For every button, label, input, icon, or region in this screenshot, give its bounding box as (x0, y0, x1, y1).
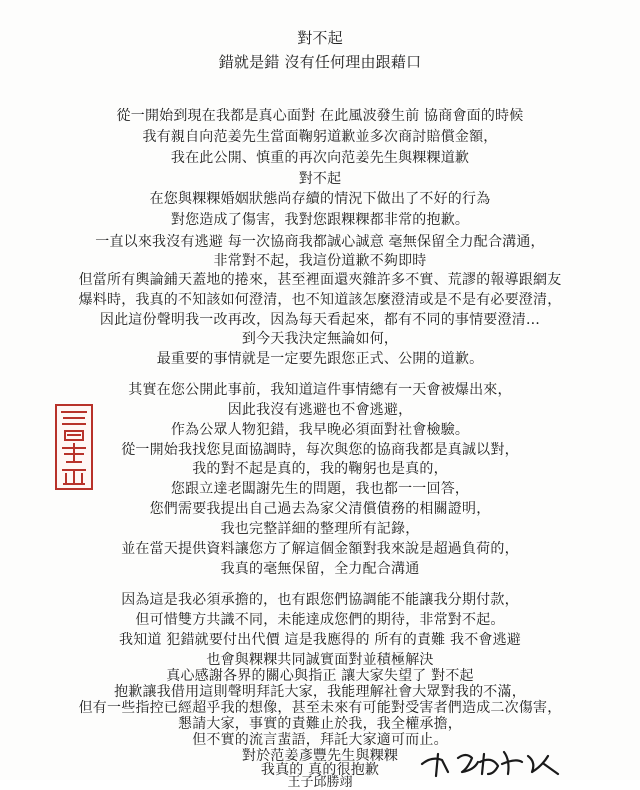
paragraph-3-line: 我的對不起是真的，我的鞠躬也是真的， (192, 461, 448, 477)
paragraph-2-line: 因此這份聲明我一改再改，因為每天看起來，都有不同的事情要澄清… (99, 312, 541, 328)
closing-line: 對於范姜彥豐先生與粿粿 (241, 748, 399, 764)
partial-bottom-line: 王子邱勝翊 (287, 775, 353, 790)
paragraph-3-line: 並在當天提供資料讓您方了解這個金額對我來說是超過負荷的， (121, 541, 519, 557)
closing-line: 我真的 真的很抱歉 (260, 762, 380, 778)
paragraph-2-line: 非常對不起，我這份道歉不夠即時 (213, 253, 427, 269)
paragraph-4-line: 也會與粿粿共同誠實面對並積極解決 (206, 652, 434, 668)
paragraph-3-line: 您跟立達老闆謝先生的問題，我也都一一回答， (170, 481, 470, 497)
paragraph-1-line: 對您造成了傷害，我對您跟粿粿都非常的抱歉。 (170, 212, 470, 228)
paragraph-3-line: 因此我沒有逃避也不會逃避， (227, 402, 413, 418)
paragraph-5-line: 懇請大家，事實的責難止於我，我全權承擔， (178, 716, 462, 732)
paragraph-2-line: 最重要的事情就是一定要先跟您正式、公開的道歉。 (156, 351, 484, 367)
paragraph-5-line: 抱歉讓我借用這則聲明拜託大家，我能理解社會大眾對我的不滿， (114, 684, 526, 700)
paragraph-4-line: 因為這是我必須承擔的，也有跟您們協調能不能讓我分期付款， (121, 592, 519, 608)
paragraph-3-line: 其實在您公開此事前，我知道這件事情總有一天會被爆出來， (128, 382, 512, 398)
paragraph-5-line: 真心感謝各界的關心與指正 讓大家失望了 對不起 (166, 668, 474, 684)
paragraph-3-line: 我也完整詳細的整理所有記錄， (220, 521, 420, 537)
paragraph-5-line: 但有一些指控已經超乎我的想像，甚至未來有可能對受害者們造成二次傷害， (78, 700, 562, 716)
paragraph-1-line: 我在此公開、慎重的再次向范姜先生與粿粿道歉 (170, 150, 470, 166)
paragraph-2-line: 爆料時，我真的不知該如何澄清，也不知道該怎麼澄清或是不是有必要澄清， (78, 292, 562, 308)
paragraph-3-line: 我真的毫無保留，全力配合溝通 (220, 561, 420, 577)
letter-subtitle: 錯就是錯 沒有任何理由跟藉口 (218, 53, 422, 71)
letter-title: 對不起 (297, 29, 343, 47)
paragraph-2-line: 但當所有輿論鋪天蓋地的捲來，甚至裡面還夾雜許多不實、荒謬的報導跟網友 (78, 272, 562, 288)
paragraph-3-line: 您們需要我提出自己過去為家父清償債務的相關證明， (149, 501, 491, 517)
paragraph-4-line: 但可惜雙方共識不同，未能達成您們的期待，非常對不起。 (135, 612, 505, 628)
red-seal-stamp (55, 404, 93, 490)
paragraph-5-line: 但不實的流言蜚語，拜託大家適可而止。 (192, 732, 448, 748)
paragraph-4-line: 我知道 犯錯就要付出代價 這是我應得的 所有的責難 我不會逃避 (119, 632, 521, 648)
paragraph-2-line: 一直以來我沒有逃避 每一次協商我都誠心誠意 毫無保留全力配合溝通， (95, 234, 545, 250)
paragraph-3-line: 作為公眾人物犯錯，我早晚必須面對社會檢驗。 (170, 422, 470, 438)
paragraph-3-line: 從一開始我找您見面協調時，每次與您的協商我都是真誠以對， (121, 442, 519, 458)
paragraph-2-line: 到今天我決定無論如何， (241, 331, 399, 347)
paragraph-1-line: 對不起 (298, 171, 342, 187)
paragraph-1-line: 我有親自向范姜先生當面鞠躬道歉並多次商討賠償金額， (142, 129, 498, 145)
paragraph-1-line: 從一開始到現在我都是真心面對 在此風波發生前 協商會面的時候 (116, 108, 524, 124)
handwritten-signature (418, 744, 570, 780)
paragraph-1-line: 在您與粿粿婚姻狀態尚存續的情況下做出了不好的行為 (149, 191, 491, 207)
